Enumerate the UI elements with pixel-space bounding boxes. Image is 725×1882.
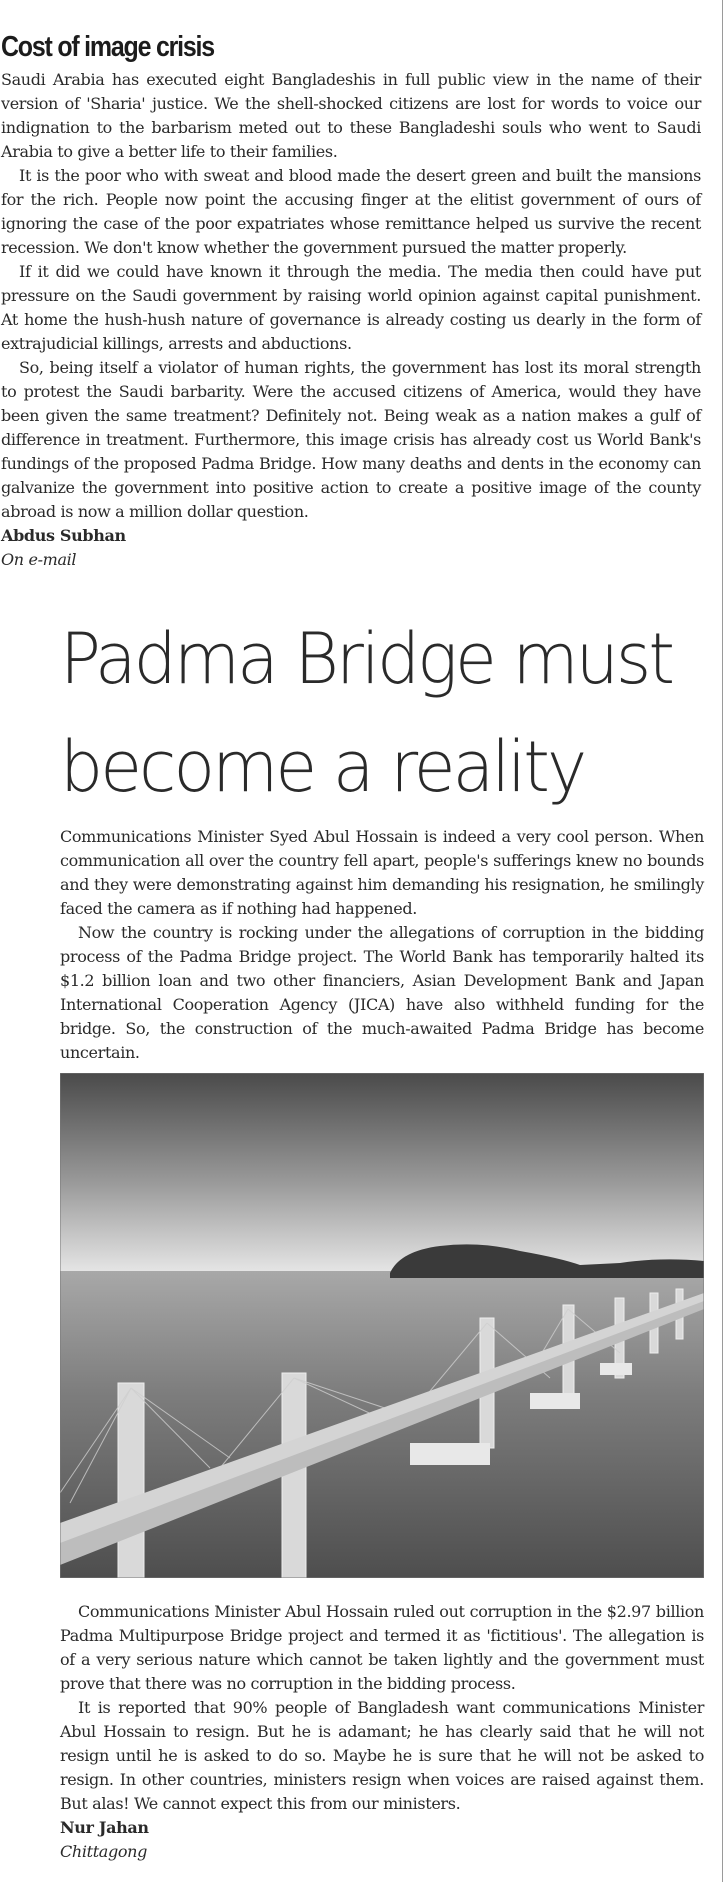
paragraph: Now the country is rocking under the allegations of corruption in the bidding process of the Padma Bridge project. The World Bank has temporarily halted its $1.2 billion loan and two other financiers, Asian Development Bank and Japan International Cooperation Agency (JICA) have also withheld funding for the bridge. So, the construction of the much-awaited Padma Bridge has become uncertain. bbox=[60, 923, 704, 1062]
paragraph: Saudi Arabia has executed eight Bangladeshis in full public view in the name of their version of 'Sharia' justice. We the shell-shocked citizens are lost for words to voice our indignation to the barbarism meted out to these Bangladeshi souls who went to Saudi Arabia to give a better life to their families. bbox=[1, 70, 701, 161]
paragraph: If it did we could have known it through the media. The media then could have put pressure on the Saudi government by raising world opinion against capital punishment. At home the hush-hush nature of governance is already costing us dearly in the form of extrajudicial killings, arrests and abductions. bbox=[1, 262, 701, 353]
paragraph: Communications Minister Abul Hossain ruled out corruption in the $2.97 billion Padma Multipurpose Bridge project and termed it as 'fictitious'. The allegation is of a very serious nature which cannot be taken lightly and the government must prove that there was no corruption in the bidding process. bbox=[60, 1602, 704, 1693]
author-name: Nur Jahan bbox=[60, 1818, 149, 1837]
paragraph: It is reported that 90% people of Bangladesh want communications Minister Abul Hossain to resign. But he is adamant; he has clearly said that he will not resign until he is asked to do so. Maybe he is sure that he will not be asked to resign. In other countries, ministers resign when voices are raised against them. But alas! We cannot expect this from our ministers. bbox=[60, 1698, 704, 1813]
bridge-photo bbox=[60, 1073, 704, 1578]
headline-line: become a reality bbox=[60, 726, 585, 808]
headline-line: Padma Bridge must bbox=[60, 618, 673, 700]
letter-title: Cost of image crisis bbox=[1, 31, 214, 63]
letter-body-intro bbox=[60, 825, 704, 1065]
column-rule bbox=[722, 0, 723, 1882]
paragraph: So, being itself a violator of human rights, the government has lost its moral strength to protest the Saudi barbarity. Were the accused citizens of America, would they have been given the same treatment? Definitely not. Being weak as a nation makes a gulf of difference in treatment. Furthermore, this image crisis has already cost us World Bank's fundings of the proposed Padma Bridge. How many deaths and dents in the economy can galvanize the government into positive action to create a positive image of the county abroad is now a million dollar question. bbox=[1, 358, 701, 521]
paragraph: Communications Minister Syed Abul Hossain is indeed a very cool person. When communication all over the country fell apart, people's sufferings knew no bounds and they were demonstrating against him demanding his resignation, he smilingly faced the camera as if nothing had happened. bbox=[60, 827, 704, 918]
letter-cost-of-image-crisis bbox=[1, 28, 701, 572]
letter-body bbox=[1, 68, 701, 572]
paragraph: It is the poor who with sweat and blood made the desert green and built the mansions for the rich. People now point the accusing finger at the elitist government of ours of ignoring the case of the poor expatriates whose remittance helped us survive the recent recession. We don't know whether the government pursued the matter properly. bbox=[1, 166, 701, 257]
headline bbox=[60, 605, 691, 821]
letter-body-continued bbox=[60, 1600, 704, 1864]
author-source: Chittagong bbox=[60, 1842, 147, 1861]
author-name: Abdus Subhan bbox=[1, 526, 126, 545]
author-source: On e-mail bbox=[1, 550, 77, 569]
